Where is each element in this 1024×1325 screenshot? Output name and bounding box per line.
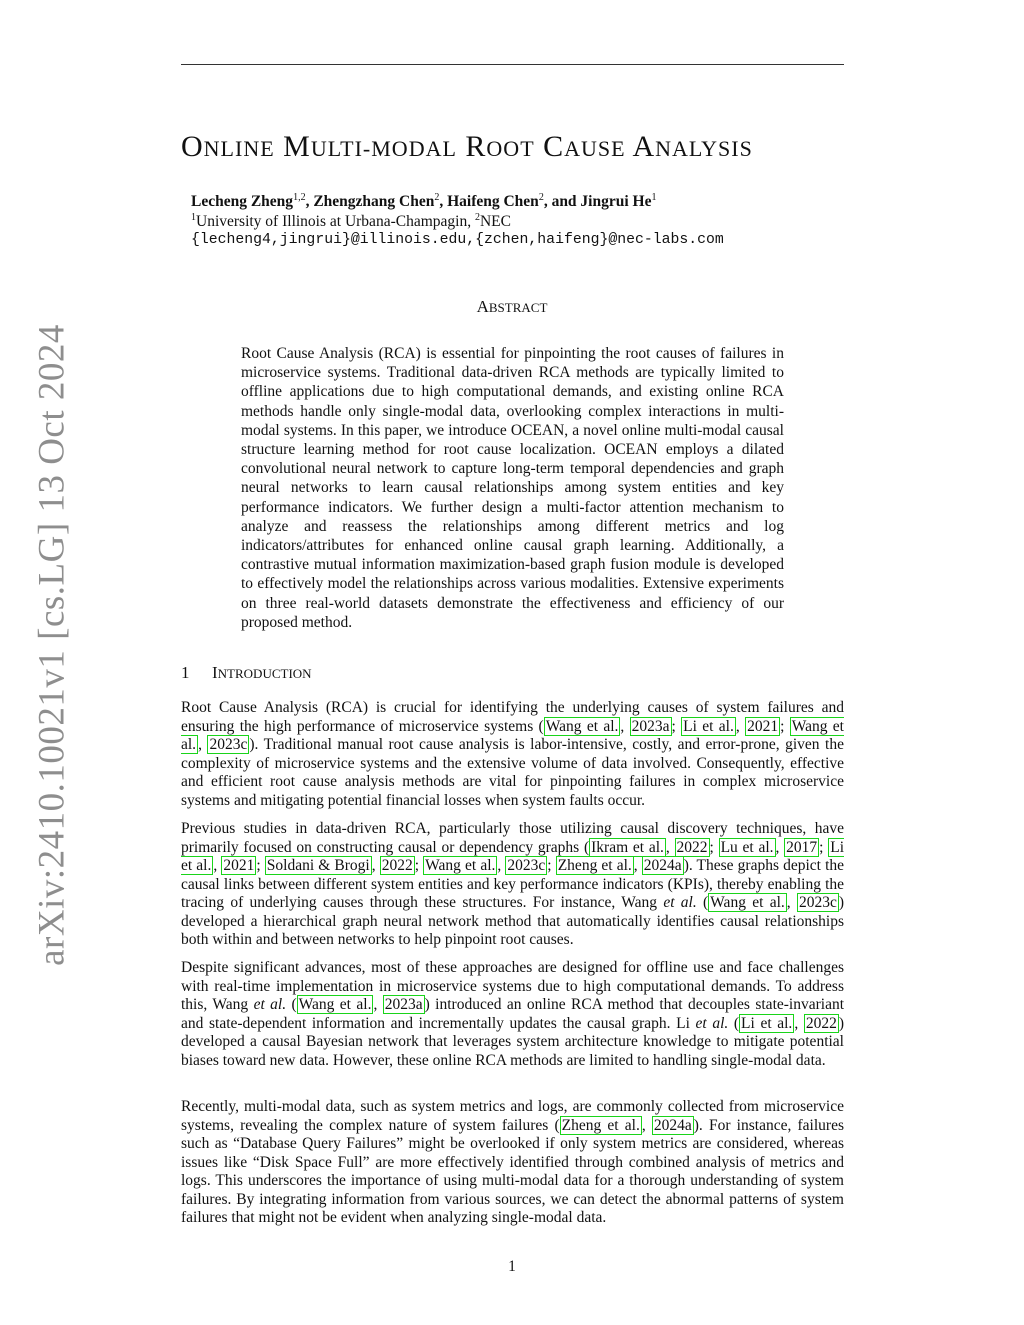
citation-link[interactable]: Wang et al. [425,857,496,874]
introduction-heading: 1 INTRODUCTION [181,663,312,682]
page-number: 1 [508,1258,516,1275]
citation-link[interactable]: Ikram et al. [591,838,664,856]
abstract-heading: ABSTRACT [476,297,548,316]
citation-link[interactable]: 2021 [747,717,779,735]
citation-link[interactable]: 2022 [381,857,413,874]
citation-link[interactable]: 2023a [384,996,423,1013]
citation-link[interactable]: Wang et al. [710,894,785,911]
citation-link[interactable]: Zheng et al. [561,1116,640,1134]
citation-link[interactable]: 2023c [798,894,837,911]
arxiv-sidebar-stamp: arXiv:2410.10021v1 [cs.LG] 13 Oct 2024 [31,324,73,966]
citation-link[interactable]: 2022 [676,838,708,856]
citation-link[interactable]: 2021 [223,857,255,874]
affiliation-line: $^1$University of Illinois at Urbana-Champagin, $^2$NEC [191,212,511,231]
citation-link[interactable]: Li et al. [181,838,845,874]
paper-title: ONLINE MULTI-MODAL ROOT CAUSE ANALYSIS [181,130,753,163]
citation-link[interactable]: 2023c [209,736,248,753]
citation-link[interactable]: Wang et al. [545,717,619,735]
citation-link[interactable]: 2024a [643,857,682,874]
intro-paragraph-2: Previous studies in data-driven RCA, particularly those utilizing causal discovery techniques, have primarily focused on constructing causal or dependency graphs ( Ikram et al. , 2022 ; Lu et al. , 2017 ; Li et al. , 2021 ; Soldani & Brogi , 2022 ; Wang et al. , 2023c ; Zheng et al. , 2024a ). These graphs depict the causal links between different system entities and key performance indicators (KPIs), thereby enabling the tracing of underlying causes through these structures. For instance, Wang et al. ( Wang et al. , 2023c ) developed a hierarchical graph neural network method that automatically identifies causal relationships both within and between networks to help pinpoint root causes. [181,820,845,948]
author-emails: {lecheng4,jingrui}@illinois.edu,{zchen,haifeng}@nec-labs.com [191,232,724,248]
intro-paragraph-3: Despite significant advances, most of these approaches are designed for offline use and face challenges with real-time implementation in microservice systems due to high computational demands. To address this, Wang et al. ( Wang et al. , 2023a ) introduced an online RCA method that decouples state-invariant and state-dependent information and incrementally updates the causal graph. Li et al. ( Li et al. , 2022 ) developed a causal Bayesian network that leverages system architecture knowledge to mitigate potential biases toward new data. However, these online RCA methods are limited to handling single-modal data. [181,959,845,1069]
citation-link[interactable]: 2022 [805,1014,837,1032]
citation-link[interactable]: Wang et al. [181,717,844,753]
citation-link[interactable]: 2023c [507,857,546,874]
citation-link[interactable]: Soldani & Brogi [266,857,370,874]
citation-link[interactable]: 2023a [631,717,670,735]
citation-link[interactable]: Wang et al. [298,996,372,1013]
citation-link[interactable]: Li et al. [683,717,734,735]
citation-link[interactable]: 2017 [786,838,818,856]
intro-paragraph-4: Recently, multi-modal data, such as system metrics and logs, are commonly collected from microservice systems, revealing the complex nature of system failures ( Zheng et al. , 2024a ). For instance, failures such as “Database Query Failures” might be overlooked if only system metrics are considered, whereas issues like “Disk Space Full” are more effectively identified through combined analysis of metrics and logs. This underscores the importance of using multi-modal data for a thorough understanding of system failures. By integrating information from various sources, we can detect the abnormal patterns of system failures that might not be evident when analyzing single-modal data. [181,1098,844,1226]
top-rule [181,64,844,65]
abstract-text: Root Cause Analysis (RCA) is essential for pinpointing the root causes of failures in microservice systems. Traditional data-driven RCA methods are typically limited to offline applications due to high computational demands, and existing online RCA methods handle only single-modal data, overlooking complex interactions in multi-modal systems. In this paper, we introduce OCEAN, a novel online multi-modal causal structure learning method for root cause localization. OCEAN employs a dilated convolutional neural network to capture long-term temporal dependencies and graph neural networks to learn causal relationships among system entities and key performance indicators. We further design a multi-factor attention mechanism to analyze and reassess the relationships among different metrics and log indicators/attributes for enhanced online causal graph learning. Additionally, a contrastive mutual information maximization-based graph fusion module is developed to effectively model the relationships across various modalities. Extensive experiments on three real-world datasets demonstrate the effectiveness and efficiency of our proposed method. [241,345,784,631]
citation-link[interactable]: Zheng et al. [557,857,632,874]
intro-paragraph-1: Root Cause Analysis (RCA) is crucial for identifying the underlying causes of system failures and ensuring the high performance of microservice systems ( Wang et al. , 2023a ; Li et al. , 2021 ; Wang et al. , 2023c ). Traditional manual root cause analysis is labor-intensive, costly, and error-prone, given the complexity of microservice systems and the extensive volume of data involved. Consequently, effective and efficient root cause analysis methods are vital for pinpointing failures in complex microservice systems and mitigating potential financial losses when system faults occur. [181,699,844,809]
citation-link[interactable]: Li et al. [741,1014,793,1032]
citation-link[interactable]: Lu et al. [720,838,774,856]
citation-link[interactable]: 2024a [653,1116,692,1134]
author-list: Lecheng Zheng$^{1,2}$, Zhengzhang Chen$^2$, Haifeng Chen$^2$, and Jingrui He$^1$ [191,192,657,211]
